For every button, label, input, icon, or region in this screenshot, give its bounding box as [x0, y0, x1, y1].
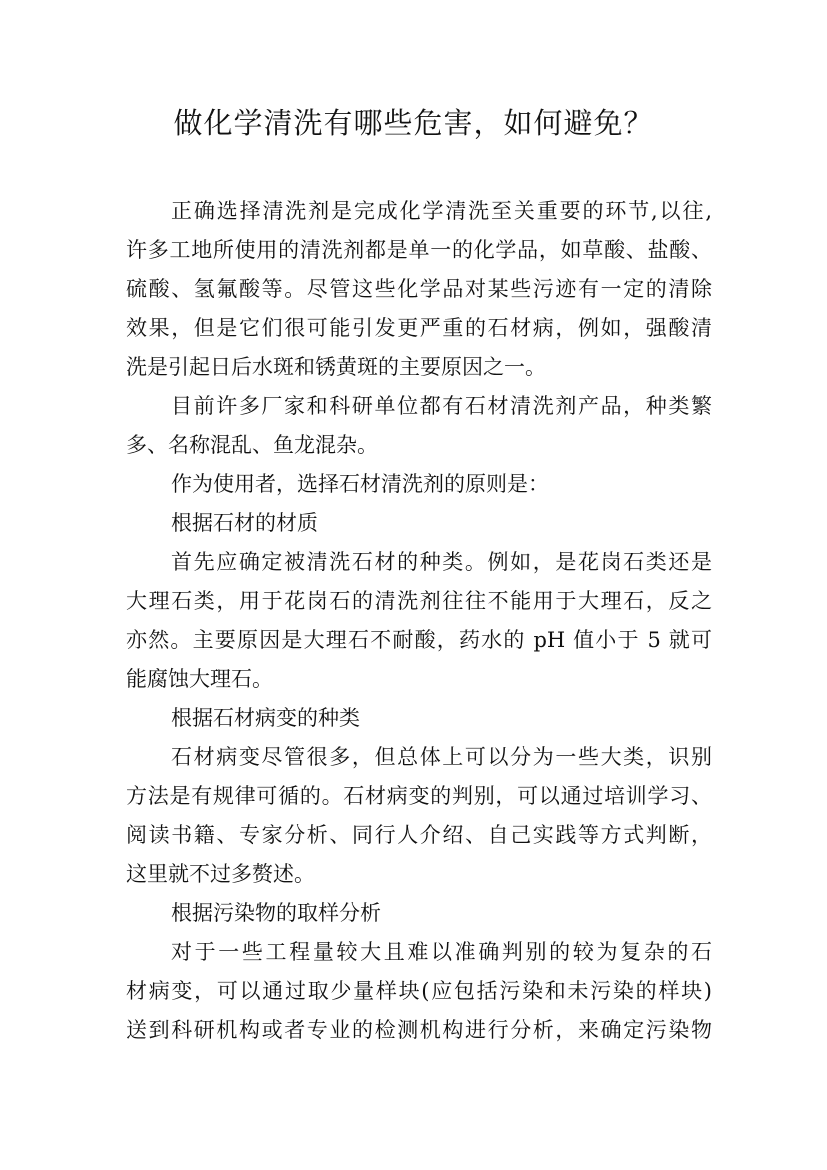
paragraph-line: 材病变，可以通过取少量样块(应包括污染和未污染的样块) — [126, 979, 712, 1003]
paragraph-line: 洗是引起日后水斑和锈黄斑的主要原因之一。 — [126, 355, 546, 379]
paragraph-line: 许多工地所使用的清洗剂都是单一的化学品，如草酸、盐酸、 — [126, 238, 712, 262]
paragraph-line: 石材病变尽管很多，但总体上可以分为一些大类，识别 — [171, 745, 712, 769]
paragraph-line: 目前许多厂家和科研单位都有石材清洗剂产品，种类繁 — [171, 394, 712, 418]
paragraph-line: 正确选择清洗剂是完成化学清洗至关重要的环节,以往, — [171, 199, 712, 223]
paragraph-line: 能腐蚀大理石。 — [126, 667, 273, 691]
paragraph-line: 大理石类，用于花岗石的清洗剂往往不能用于大理石，反之 — [126, 589, 712, 613]
paragraph-line: 作为使用者，选择石材清洗剂的原则是： — [171, 472, 549, 496]
paragraph-line: 多、名称混乱、鱼龙混杂。 — [126, 433, 378, 457]
section-heading: 根据石材病变的种类 — [171, 706, 360, 730]
section-heading: 根据污染物的取样分析 — [171, 901, 381, 925]
paragraph-line: 这里就不过多赘述。 — [126, 862, 315, 886]
paragraph-line: 效果，但是它们很可能引发更严重的石材病，例如，强酸清 — [126, 316, 712, 340]
paragraph-line: 送到科研机构或者专业的检测机构进行分析，来确定污染物 — [126, 1018, 712, 1042]
paragraph-line: 硫酸、氢氟酸等。尽管这些化学品对某些污迹有一定的清除 — [126, 277, 712, 301]
paragraph-line: 方法是有规律可循的。石材病变的判别，可以通过培训学习、 — [126, 784, 712, 808]
document-title: 做化学清洗有哪些危害，如何避免？ — [173, 106, 654, 140]
paragraph-line: 阅读书籍、专家分析、同行人介绍、自己实践等方式判断， — [126, 823, 712, 847]
section-heading: 根据石材的材质 — [171, 511, 318, 535]
paragraph-line: 对于一些工程量较大且难以准确判别的较为复杂的石 — [171, 940, 712, 964]
paragraph-line: 亦然。主要原因是大理石不耐酸，药水的 pH 值小于 5 就可 — [126, 628, 712, 652]
paragraph-line: 首先应确定被清洗石材的种类。例如，是花岗石类还是 — [171, 550, 712, 574]
